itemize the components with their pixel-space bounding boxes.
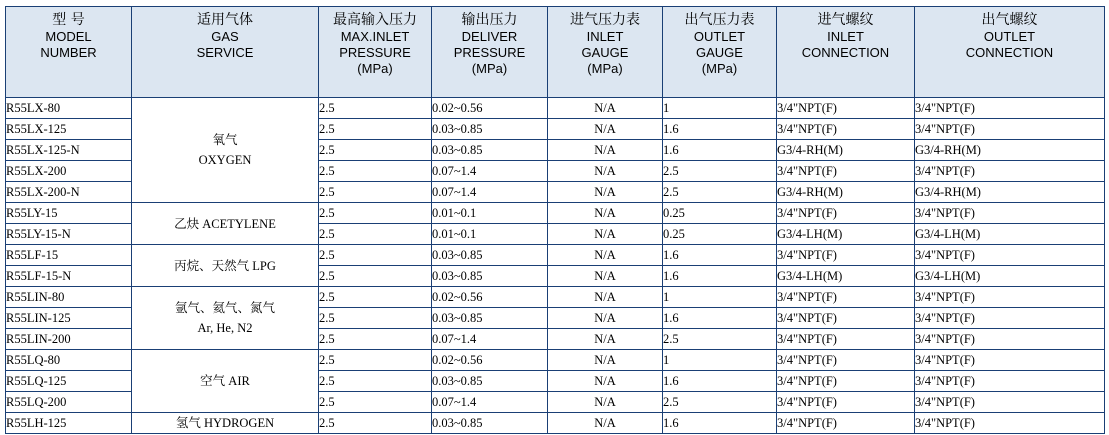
inlet-connection-cell: 3/4"NPT(F) [777,98,915,119]
inlet-gauge-cell: N/A [548,413,663,434]
outlet-connection-cell: 3/4"NPT(F) [915,392,1105,413]
outlet-gauge-cell: 1 [663,287,777,308]
outlet-gauge-cell: 1.6 [663,308,777,329]
header-deliver [432,7,548,98]
deliver-pressure-cell: 0.03~0.85 [432,140,548,161]
header-gas [132,7,319,98]
deliver-pressure-cell: 0.02~0.56 [432,287,548,308]
gas-service-cell [132,245,319,287]
header-deliver-cn: 输出压力 [461,12,518,28]
gas-service-cell [132,350,319,413]
header-inlet-connection-en-1: INLET [827,29,864,44]
deliver-pressure-cell: 0.02~0.56 [432,98,548,119]
header-model-en-1: MODEL [45,29,92,44]
inlet-connection-cell: 3/4"NPT(F) [777,308,915,329]
deliver-pressure-cell: 0.03~0.85 [432,413,548,434]
inlet-gauge-cell: N/A [548,371,663,392]
header-inlet-gauge [548,7,663,98]
gas-service-label: 乙炔 ACETYLENE [174,216,276,231]
header-model [6,7,132,98]
inlet-connection-cell: G3/4-LH(M) [777,266,915,287]
max-inlet-cell: 2.5 [319,329,432,350]
inlet-connection-cell: 3/4"NPT(F) [777,245,915,266]
model-cell: R55LX-80 [6,98,132,119]
inlet-gauge-cell: N/A [548,182,663,203]
header-inlet-gauge-en-3: (MPa) [587,61,623,76]
header-max-inlet-cn: 最高输入压力 [333,12,417,28]
model-cell: R55LF-15-N [6,266,132,287]
max-inlet-cell: 2.5 [319,266,432,287]
outlet-gauge-cell: 1.6 [663,140,777,161]
header-outlet-connection-en-2: CONNECTION [965,45,1054,60]
deliver-pressure-cell: 0.07~1.4 [432,392,548,413]
outlet-connection-cell: 3/4"NPT(F) [915,371,1105,392]
gas-service-label: Ar, He, N2 [197,321,253,335]
model-cell: R55LX-200-N [6,182,132,203]
outlet-gauge-cell: 1.6 [663,413,777,434]
outlet-connection-cell: 3/4"NPT(F) [915,245,1105,266]
max-inlet-cell: 2.5 [319,413,432,434]
inlet-gauge-cell: N/A [548,329,663,350]
deliver-pressure-cell: 0.03~0.85 [432,371,548,392]
outlet-gauge-cell: 1 [663,350,777,371]
header-model-cn: 型 号 [52,12,85,28]
outlet-gauge-cell: 1 [663,98,777,119]
inlet-gauge-cell: N/A [548,350,663,371]
header-inlet-gauge-en-2: GAUGE [581,45,629,60]
model-cell: R55LY-15 [6,203,132,224]
header-inlet-gauge-en-1: INLET [586,29,624,44]
outlet-connection-cell: 3/4"NPT(F) [915,119,1105,140]
header-inlet-gauge-cn: 进气压力表 [570,12,640,28]
deliver-pressure-cell: 0.02~0.56 [432,350,548,371]
inlet-connection-cell: 3/4"NPT(F) [777,413,915,434]
inlet-gauge-cell: N/A [548,392,663,413]
header-gas-en-1: GAS [211,29,239,44]
max-inlet-cell: 2.5 [319,287,432,308]
header-outlet-gauge [663,7,777,98]
deliver-pressure-cell: 0.07~1.4 [432,329,548,350]
header-outlet-gauge-en-2: GAUGE [696,45,743,60]
header-outlet-connection [915,7,1105,98]
gas-service-label: 氢气 HYDROGEN [175,416,275,430]
header-deliver-en-3: (MPa) [471,61,508,76]
model-cell: R55LX-125 [6,119,132,140]
inlet-gauge-cell: N/A [548,287,663,308]
gas-service-cell [132,203,319,245]
outlet-gauge-cell: 1.6 [663,371,777,392]
model-cell: R55LQ-200 [6,392,132,413]
gas-service-cell [132,413,319,434]
model-cell: R55LX-200 [6,161,132,182]
outlet-gauge-cell: 2.5 [663,392,777,413]
outlet-connection-cell: 3/4"NPT(F) [915,350,1105,371]
outlet-connection-cell: G3/4-RH(M) [915,140,1105,161]
outlet-connection-cell: 3/4"NPT(F) [915,329,1105,350]
header-outlet-connection-en-1: OUTLET [983,29,1036,44]
max-inlet-cell: 2.5 [319,308,432,329]
inlet-gauge-cell: N/A [548,161,663,182]
outlet-gauge-cell: 2.5 [663,161,777,182]
model-cell: R55LIN-200 [6,329,132,350]
outlet-connection-cell: 3/4"NPT(F) [915,98,1105,119]
outlet-gauge-cell: 1.6 [663,119,777,140]
outlet-gauge-cell: 1.6 [663,245,777,266]
header-outlet-gauge-cn: 出气压力表 [684,12,755,28]
deliver-pressure-cell: 0.07~1.4 [432,161,548,182]
max-inlet-cell: 2.5 [319,119,432,140]
gas-service-label: 氧气 [212,133,238,147]
header-outlet-connection-cn: 出气螺纹 [981,12,1038,28]
outlet-connection-cell: G3/4-LH(M) [915,224,1105,245]
header-deliver-en-1: DELIVER [461,29,518,44]
deliver-pressure-cell: 0.01~0.1 [432,224,548,245]
model-cell: R55LH-125 [6,413,132,434]
outlet-connection-cell: 3/4"NPT(F) [915,161,1105,182]
header-row [6,7,1105,98]
outlet-connection-cell: G3/4-LH(M) [915,266,1105,287]
outlet-connection-cell: G3/4-RH(M) [915,182,1105,203]
model-cell: R55LF-15 [6,245,132,266]
table-row [6,350,1105,371]
inlet-gauge-cell: N/A [548,266,663,287]
inlet-connection-cell: 3/4"NPT(F) [777,287,915,308]
header-inlet-connection-en-2: CONNECTION [801,45,890,60]
inlet-connection-cell: G3/4-LH(M) [777,224,915,245]
max-inlet-cell: 2.5 [319,245,432,266]
gas-service-label: OXYGEN [198,153,252,167]
header-gas-en-2: SERVICE [196,45,254,60]
inlet-connection-cell: 3/4"NPT(F) [777,203,915,224]
outlet-gauge-cell: 0.25 [663,224,777,245]
table-body [6,98,1105,434]
header-max-inlet-en-3: (MPa) [357,61,393,76]
inlet-connection-cell: G3/4-RH(M) [777,140,915,161]
table-row [6,245,1105,266]
inlet-connection-cell: G3/4-RH(M) [777,182,915,203]
header-inlet-connection [777,7,915,98]
max-inlet-cell: 2.5 [319,392,432,413]
max-inlet-cell: 2.5 [319,224,432,245]
header-outlet-gauge-en-3: (MPa) [701,61,738,76]
outlet-gauge-cell: 0.25 [663,203,777,224]
max-inlet-cell: 2.5 [319,161,432,182]
gas-service-label: 丙烷、天然气 LPG [174,258,276,273]
header-max-inlet-en-1: MAX.INLET [340,29,410,44]
model-cell: R55LIN-80 [6,287,132,308]
regulator-spec-table [5,6,1105,434]
gas-service-cell [132,287,319,350]
max-inlet-cell: 2.5 [319,350,432,371]
table-row [6,413,1105,434]
deliver-pressure-cell: 0.03~0.85 [432,308,548,329]
outlet-connection-cell: 3/4"NPT(F) [915,308,1105,329]
header-gas-cn: 适用气体 [197,12,253,28]
gas-service-cell [132,98,319,203]
max-inlet-cell: 2.5 [319,140,432,161]
header-inlet-connection-cn: 进气螺纹 [817,12,874,28]
inlet-gauge-cell: N/A [548,140,663,161]
outlet-gauge-cell: 2.5 [663,182,777,203]
table-row [6,203,1105,224]
inlet-connection-cell: 3/4"NPT(F) [777,371,915,392]
model-cell: R55LX-125-N [6,140,132,161]
gas-service-label: 氩气、氦气、氮气 [174,301,275,315]
deliver-pressure-cell: 0.03~0.85 [432,245,548,266]
table-row [6,287,1105,308]
deliver-pressure-cell: 0.03~0.85 [432,119,548,140]
deliver-pressure-cell: 0.03~0.85 [432,266,548,287]
inlet-gauge-cell: N/A [548,245,663,266]
deliver-pressure-cell: 0.01~0.1 [432,203,548,224]
inlet-gauge-cell: N/A [548,98,663,119]
deliver-pressure-cell: 0.07~1.4 [432,182,548,203]
header-max-inlet-en-2: PRESSURE [339,45,411,60]
model-cell: R55LQ-125 [6,371,132,392]
table-row [6,98,1105,119]
inlet-connection-cell: 3/4"NPT(F) [777,119,915,140]
outlet-gauge-cell: 2.5 [663,329,777,350]
model-cell: R55LQ-80 [6,350,132,371]
gas-service-label: 空气 AIR [200,374,250,388]
header-model-en-2: NUMBER [40,45,97,60]
outlet-connection-cell: 3/4"NPT(F) [915,203,1105,224]
max-inlet-cell: 2.5 [319,371,432,392]
max-inlet-cell: 2.5 [319,182,432,203]
inlet-gauge-cell: N/A [548,203,663,224]
inlet-gauge-cell: N/A [548,224,663,245]
inlet-gauge-cell: N/A [548,119,663,140]
header-outlet-gauge-en-1: OUTLET [693,29,746,44]
max-inlet-cell: 2.5 [319,98,432,119]
header-max-inlet [319,7,432,98]
table-header [6,7,1105,98]
inlet-gauge-cell: N/A [548,308,663,329]
outlet-connection-cell: 3/4"NPT(F) [915,287,1105,308]
inlet-connection-cell: 3/4"NPT(F) [777,350,915,371]
header-deliver-en-2: PRESSURE [453,45,526,60]
outlet-gauge-cell: 1.6 [663,266,777,287]
outlet-connection-cell: 3/4"NPT(F) [915,413,1105,434]
max-inlet-cell: 2.5 [319,203,432,224]
inlet-connection-cell: 3/4"NPT(F) [777,392,915,413]
model-cell: R55LIN-125 [6,308,132,329]
model-cell: R55LY-15-N [6,224,132,245]
inlet-connection-cell: 3/4"NPT(F) [777,329,915,350]
inlet-connection-cell: 3/4"NPT(F) [777,161,915,182]
